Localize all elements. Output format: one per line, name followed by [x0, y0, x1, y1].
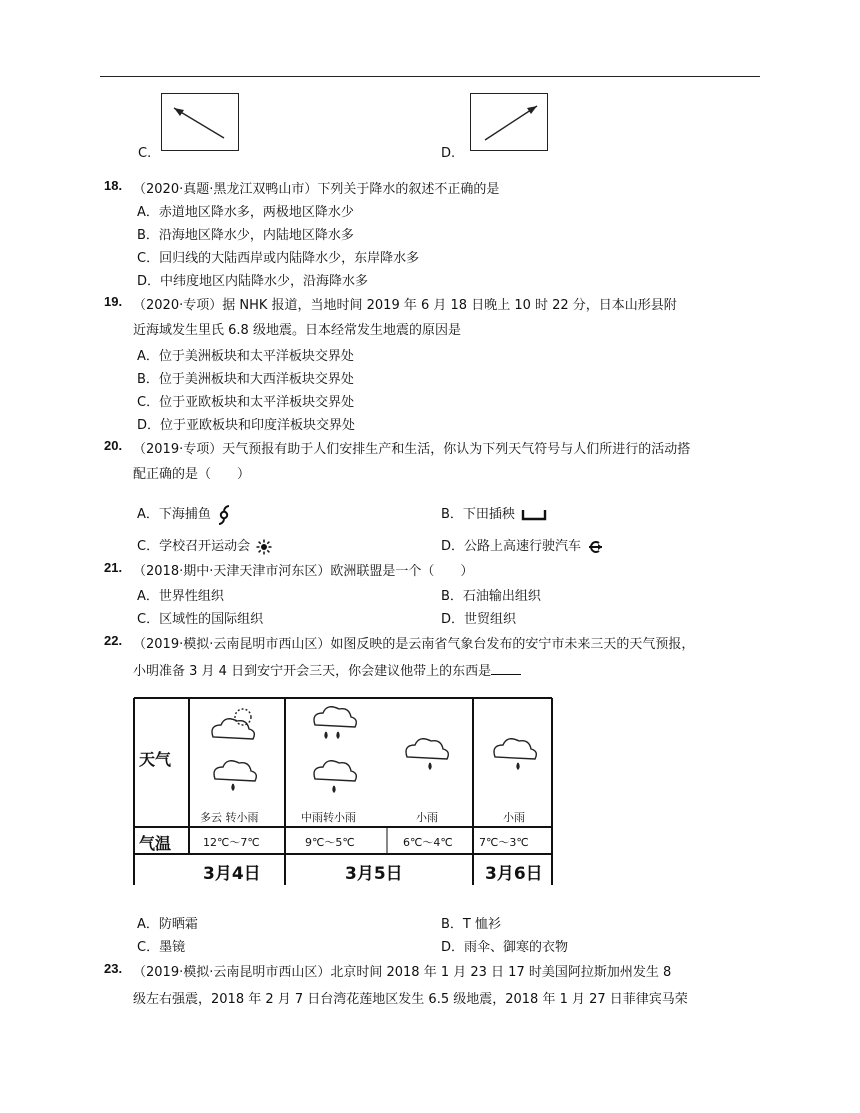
q20-option-a[interactable] [137, 503, 231, 525]
day2-weather-text-b: 小雨 [416, 811, 438, 824]
q22-option-b[interactable]: B．T 恤衫 [441, 917, 501, 932]
day2-temperature-a: 9℃～5℃ [305, 836, 355, 849]
day2-weather-text-a: 中雨转小雨 [301, 811, 356, 824]
day2-date: 3月5日 [345, 864, 403, 884]
q22-stem-line2-text: 小明准备 3 月 4 日到安宁开会三天，你会建议他带上的东西是 [133, 664, 492, 679]
q20-option-b-label: B．下田插秧 [441, 507, 515, 522]
q17-option-d[interactable]: D. [441, 146, 456, 161]
q20-stem-line1: （2019·专项）天气预报有助于人们安排生产和生活，你认为下列天气符号与人们所进行的活动搭 [133, 442, 691, 457]
q22-option-d[interactable]: D．雨伞、御寒的衣物 [441, 940, 569, 955]
q22-option-c[interactable]: C．墨镜 [137, 940, 186, 955]
day3-weather-text: 小雨 [503, 811, 525, 824]
q17-arrow-figure-d [470, 93, 548, 151]
q19-number: 19. [104, 294, 123, 309]
q20-option-c-label: C．学校召开运动会 [137, 539, 251, 554]
q18-number: 18. [104, 178, 123, 193]
q17-option-c[interactable]: C. [138, 146, 152, 161]
sun-icon [256, 539, 272, 555]
q17-arrow-figure-c [161, 93, 239, 151]
q22-stem-line2 [133, 660, 521, 679]
row-label-weather: 天气 [139, 750, 172, 769]
rain-cloud-icon [406, 739, 448, 769]
day1-temperature: 12℃～7℃ [203, 836, 260, 849]
day2-temperature-b: 6℃～4℃ [403, 836, 453, 849]
day1-date: 3月4日 [203, 864, 261, 884]
q20-option-b[interactable] [441, 503, 547, 522]
q21-number: 21. [104, 560, 123, 575]
rain-cloud-icon [494, 739, 536, 769]
q19-option-d[interactable]: D．位于亚欧板块和印度洋板块交界处 [137, 418, 356, 433]
header-rule [100, 76, 760, 77]
q19-option-c[interactable]: C．位于亚欧板块和太平洋板块交界处 [137, 395, 355, 410]
q22-option-a[interactable]: A．防晒霜 [137, 917, 198, 932]
q21-option-b[interactable]: B．石油输出组织 [441, 589, 541, 604]
weather-table-grid [133, 697, 553, 885]
q18-option-d[interactable]: D．中纬度地区内陆降水少，沿海降水多 [137, 274, 369, 289]
row-label-temperature: 气温 [139, 834, 172, 853]
day3-date: 3月6日 [485, 864, 543, 884]
drought-icon [521, 509, 547, 521]
arrow-up-right-icon [471, 94, 547, 150]
q21-option-c[interactable]: C．区域性的国际组织 [137, 612, 264, 627]
q19-option-b[interactable]: B．位于美洲板块和大西洋板块交界处 [137, 372, 354, 387]
q19-option-a[interactable]: A．位于美洲板块和太平洋板块交界处 [137, 349, 354, 364]
q20-number: 20. [104, 438, 123, 453]
q22-stem-line1: （2019·模拟·云南昆明市西山区）如图反映的是云南省气象台发布的安宁市未来三天的天气预报， [133, 637, 695, 652]
q20-option-a-label: A．下海捕鱼 [137, 507, 211, 522]
q20-option-c[interactable] [137, 535, 272, 555]
q18-option-b[interactable]: B．沿海地区降水少，内陆地区降水多 [137, 228, 354, 243]
q23-stem-line2: 级左右强震，2018 年 2 月 7 日台湾花莲地区发生 6.5 级地震，2018 年 1 月 27 日菲律宾马荣 [133, 992, 688, 1007]
q20-option-d-label: D．公路上高速行驶汽车 [441, 539, 582, 554]
q18-stem: （2020·真题·黑龙江双鸭山市）下列关于降水的叙述不正确的是 [133, 182, 500, 197]
q19-stem-line2: 近海域发生里氏 6.8 级地震。日本经常发生地震的原因是 [133, 323, 461, 338]
q21-option-a[interactable]: A．世界性组织 [137, 589, 224, 604]
q18-option-a[interactable]: A．赤道地区降水多，两极地区降水少 [137, 205, 354, 220]
q19-stem-line1: （2020·专项）据 NHK 报道，当地时间 2019 年 6 月 18 日晚上 10 时 22 分，日本山形县附 [133, 298, 677, 313]
q21-stem: （2018·期中·天津天津市河东区）欧洲联盟是一个（ ） [133, 564, 474, 579]
q18-option-c[interactable]: C．回归线的大陆西岸或内陆降水少，东岸降水多 [137, 251, 420, 266]
q21-option-d[interactable]: D．世贸组织 [441, 612, 517, 627]
weather-forecast-table [133, 697, 553, 885]
rain-cloud-icon [314, 761, 356, 792]
heavy-rain-cloud-icon [314, 707, 356, 738]
day1-weather-text: 多云 转小雨 [200, 811, 259, 824]
typhoon-icon [217, 505, 231, 525]
sun-cloud-icon [212, 709, 254, 739]
rain-cloud-icon [214, 761, 256, 790]
q22-number: 22. [104, 633, 123, 648]
q23-stem-line1: （2019·模拟·云南昆明市西山区）北京时间 2018 年 1 月 23 日 17 时美国阿拉斯加州发生 8 [133, 965, 672, 980]
q20-option-d[interactable] [441, 535, 603, 554]
day3-temperature: 7℃～3℃ [479, 836, 529, 849]
q23-number: 23. [104, 961, 123, 976]
q20-stem-line2: 配正确的是（ ） [133, 467, 251, 482]
answer-blank[interactable] [491, 662, 521, 675]
sandstorm-icon [587, 540, 603, 554]
arrow-down-right-icon [162, 94, 238, 150]
